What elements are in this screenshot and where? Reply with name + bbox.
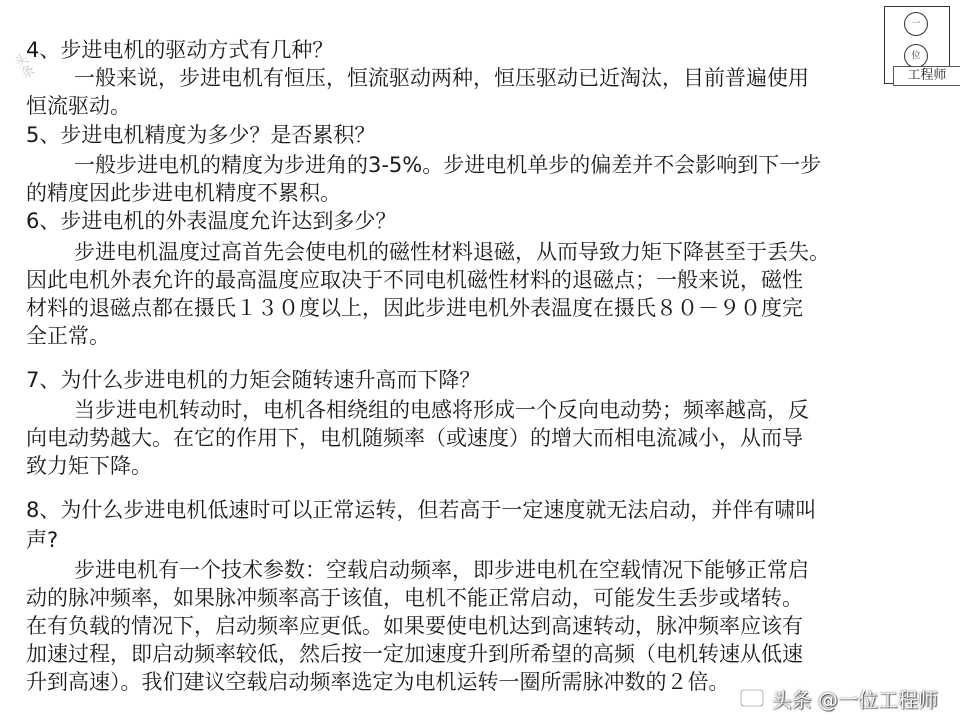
answer-6-line-3: 材料的退磁点都在摄氏１３０度以上，因此步进电机外表温度在摄氏８０－９０度完	[26, 296, 803, 320]
logo-circle-top: 一	[904, 12, 928, 36]
answer-5	[26, 151, 931, 207]
answer-8-line-2: 动的脉冲频率，如果脉冲频率高于该值，电机不能正常启动，可能发生丢步或堵转。	[26, 586, 803, 610]
answer-4-line-2: 恒流驱动。	[26, 94, 131, 118]
platform-watermark	[740, 684, 938, 712]
answer-6-line-4: 全正常。	[26, 324, 110, 348]
answer-7	[26, 396, 931, 480]
answer-5-line-2: 的精度因此步进电机精度不累积。	[26, 181, 341, 205]
answer-7-line-1: 当步进电机转动时，电机各相绕组的电感将形成一个反向电动势；频率越高，反	[74, 398, 809, 422]
question-4: 4、步进电机的驱动方式有几种？	[26, 38, 334, 62]
answer-7-line-3: 致力矩下降。	[26, 454, 152, 478]
question-8-cont: 声?	[26, 528, 59, 552]
toutiao-logo-icon	[740, 687, 766, 709]
answer-8-line-5: 升到高速）。我们建议空载启动频率选定为电机运转一圈所需脉冲数的２倍。	[26, 670, 730, 694]
answer-7-line-2: 向电动势越大。在它的作用下，电机随频率（或速度）的增大而相电流减小，从而导	[26, 426, 803, 450]
question-5: 5、步进电机精度为多少？是否累积？	[26, 123, 376, 147]
answer-6-line-1: 步进电机温度过高首先会使电机的磁性材料退磁，从而导致力矩下降甚至于丢失。	[74, 240, 830, 264]
answer-4-line-1: 一般来说，步进电机有恒压，恒流驱动两种，恒压驱动已近淘汰，目前普遍使用	[74, 66, 809, 90]
question-7: 7、为什么步进电机的力矩会随转速升高而下降？	[26, 368, 481, 392]
answer-6-line-2: 因此电机外表允许的最高温度应取决于不同电机磁性材料的退磁点；一般来说，磁性	[26, 268, 803, 292]
answer-4	[26, 64, 931, 120]
answer-8-line-3: 在有负载的情况下，启动频率应更低。如果要使电机达到高速转动，脉冲频率应该有	[26, 614, 803, 638]
question-6: 6、步进电机的外表温度允许达到多少？	[26, 209, 397, 233]
side-watermark: 头条	[9, 51, 36, 82]
answer-5-line-1: 一般步进电机的精度为步进角的3-5%。步进电机单步的偏差并不会影响到下一步	[74, 153, 822, 177]
logo-circle-bottom: 位	[904, 44, 928, 68]
question-8: 8、为什么步进电机低速时可以正常运转，但若高于一定速度就无法启动，并伴有啸叫	[26, 498, 817, 522]
answer-6	[26, 238, 931, 350]
answer-8-line-4: 加速过程，即启动频率较低，然后按一定加速度升到所希望的高频（电机转速从低速	[26, 642, 803, 666]
answer-8-line-1: 步进电机有一个技术参数：空载启动频率，即步进电机在空载情况下能够正常启	[74, 558, 809, 582]
answer-8	[26, 556, 931, 696]
platform-watermark-text: 头条 @一位工程师	[771, 687, 938, 712]
logo-caption: 工程师	[893, 66, 960, 86]
